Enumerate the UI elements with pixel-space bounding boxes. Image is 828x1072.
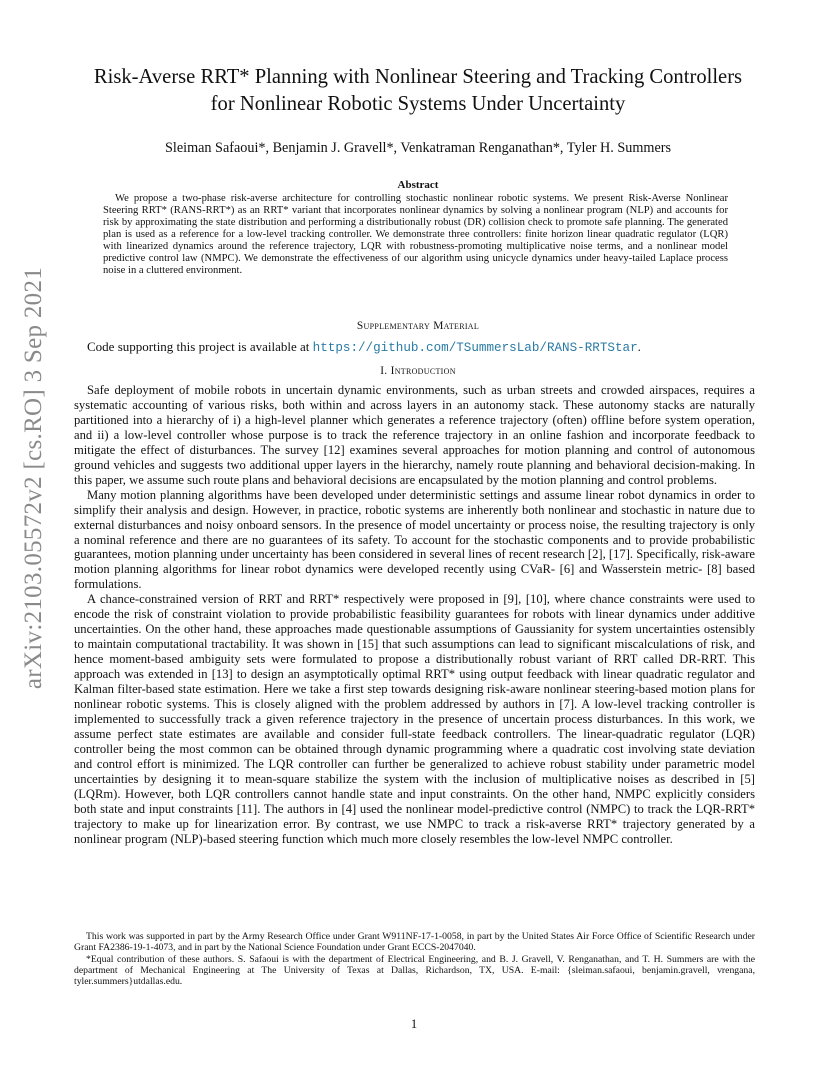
supplementary-text xyxy=(87,339,767,355)
repository-link[interactable]: https://github.com/TSummersLab/RANS-RRTStar xyxy=(312,341,638,355)
paper-title: Risk-Averse RRT* Planning with Nonlinear Steering and Tracking Controllers for Nonlinear Robotic Systems Under Uncertainty xyxy=(93,66,743,115)
affiliation-footnote: *Equal contribution of these authors. S. Safaoui is with the department of Electrical Engineering, and B. J. Gravell, V. Renganathan, and T. H. Summers are with the department of Mechanical Engineering at The University of Texas at Dallas, Richardson, TX, USA. E-mail: {sleiman.safaoui, benjamin.gravell, vrengana, tyler.summers}utdallas.edu. xyxy=(74,953,755,988)
arxiv-identifier-stamp xyxy=(0,0,64,1072)
introduction-body xyxy=(74,383,755,847)
intro-paragraph: Many motion planning algorithms have been developed under deterministic settings and assume linear robot dynamics in order to simplify their analysis and design. However, in practice, robotic systems are inherently both nonlinear and stochastic in nature due to external disturbances and noisy onboard sensors. In the presence of model uncertainty or process noise, the resulting trajectory is only a nominal reference and there are no guarantees of its safety. To account for the stochastic components and to provide probabilistic guarantees, motion planning under uncertainty has been considered in several lines of recent research [2], [17]. Specifically, risk-aware motion planning algorithms for linear robot dynamics were developed recently using CVaR- [6] and Wasserstein metric- [8] based formulations. xyxy=(74,487,755,592)
page-number: 1 xyxy=(410,1017,418,1031)
author-list: Sleiman Safaoui*, Benjamin J. Gravell*, Venkatraman Renganathan*, Tyler H. Summers xyxy=(165,140,671,156)
funding-footnote: This work was supported in part by the Army Research Office under Grant W911NF-17-1-0058, in part by the United States Air Force Office of Scientific Research under Grant FA2386-19-1-4073, and in part by the National Science Foundation under Grant ECCS-2047040. xyxy=(74,931,755,954)
intro-paragraph: Safe deployment of mobile robots in uncertain dynamic environments, such as urban streets and crowded airspaces, requires a systematic accounting of various risks, both within and across layers in an autonomy stack. These autonomy stacks are naturally partitioned into a hierarchy of i) a high-level planner which generates a reference trajectory (often) offline before system operation, and ii) a low-level controller whose purpose is to track the reference trajectory in an online fashion and incorporate feedback to mitigate the effect of disturbances. The survey [12] examines several approaches for motion planning and control of autonomous ground vehicles and suggests two additional upper layers in the hierarchy, namely route planning and behavioral decision-making. In this paper, we assume such route plans and behavioral decisions are encapsulated by the motion planning and control problems. xyxy=(74,383,755,487)
abstract-text: We propose a two-phase risk-averse architecture for controlling stochastic nonlinear robotic systems. We present Risk-Averse Nonlinear Steering RRT* (RANS-RRT*) as an RRT* variant that incorporates nonlinear dynamics by solving a nonlinear program (NLP) and accounts for risk by approximating the state distribution and performing a distributionally robust (DR) collision check to promote safe planning. The generated plan is used as a reference for a low-level tracking controller. We demonstrate three controllers: finite horizon linear quadratic regulator (LQR) with linearized dynamics around the reference trajectory, LQR with robustness-promoting multiplicative noise terms, and a nonlinear model predictive control law (NMPC). We demonstrate the effectiveness of our algorithm using unicycle dynamics under heavy-tailed Laplace process noise in a cluttered environment. xyxy=(103,193,728,277)
supplementary-heading: Supplementary Material xyxy=(356,320,480,332)
supplementary-period: . xyxy=(637,339,641,354)
supplementary-sentence: Code supporting this project is available at xyxy=(87,339,310,354)
introduction-heading: I. Introduction xyxy=(380,365,456,377)
intro-paragraph: A chance-constrained version of RRT and RRT* respectively were proposed in [9], [10], where chance constraints were used to encode the risk of constraint violation to provide probabilistic feasibility guarantees for robots with linear dynamics under additive uncertainties. On the other hand, these approaches made questionable assumptions of Gaussianity for system uncertainties ostensibly to maintain computational tractability. It was shown in [15] that such assumptions can lead to significant miscalculations of risk, and hence moment-based ambiguity sets were formulated to propose a distributionally robust variant of RRT called DR-RRT. This approach was extended in [13] to design an asymptotically optimal RRT* using output feedback with linear quadratic regulator and Kalman filter-based state estimation. Here we take a first step towards designing risk-aware nonlinear steering-based motion plans for nonlinear robotic systems. This is closely aligned with the problem addressed by authors in [7]. A low-level tracking controller is implemented to successfully track a given reference trajectory in the presence of uncertain process disturbances. In this work, we assume perfect state estimates are available and consider full-state feedback controllers. The linear-quadratic regulator (LQR) controller being the most common can be obtained through dynamic programming where a quadratic cost involving state deviation and control effort is minimized. The LQR controller can further be generalized to achieve robust stability under parametric model uncertainties by designing it to mean-square stabilize the system with the inclusion of multiplicative noises as described in [5] (LQRm). However, both LQR controllers cannot handle state and input constraints. On the other hand, NMPC explicitly considers both state and input constraints [11]. The authors in [4] used the nonlinear model-predictive control (NMPC) to track the LQR-RRT* trajectory to make up for linearization error. By contrast, we use NMPC to track a risk-averse RRT* trajectory generated by a nonlinear program (NLP)-based steering function which much more closely resembles the low-level NMPC controller. xyxy=(74,592,755,846)
abstract-heading: Abstract xyxy=(397,179,439,191)
footnotes xyxy=(74,931,755,987)
arxiv-identifier-text: arXiv:2103.05572v2 [cs.RO] 3 Sep 2021 xyxy=(20,266,47,690)
